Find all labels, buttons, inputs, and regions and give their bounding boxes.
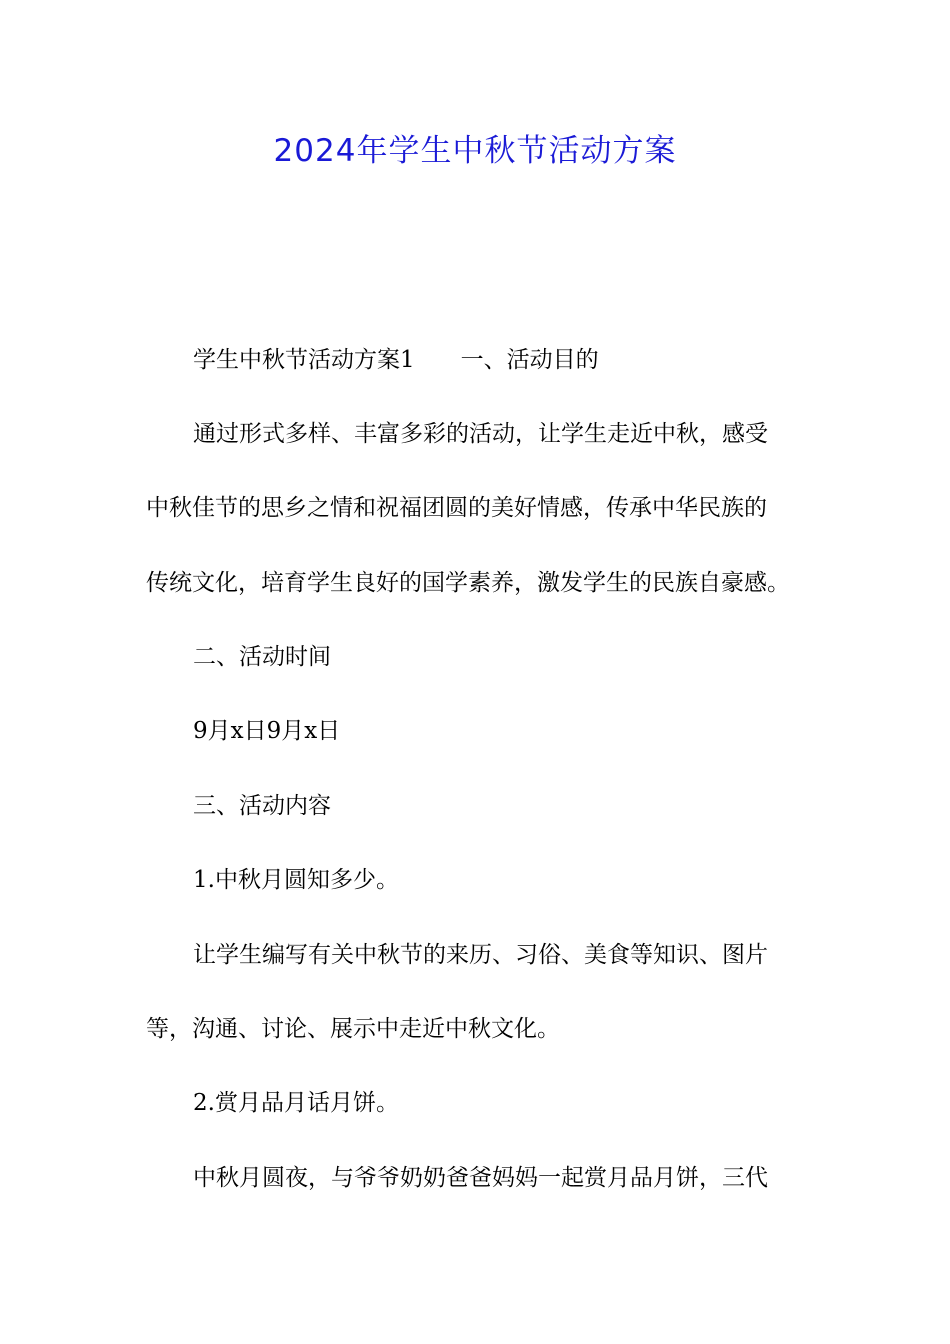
paragraph-line: 传统文化，培育学生良好的国学素养，激发学生的民族自豪感。 (146, 570, 790, 596)
heading-activity-time: 二、活动时间 (193, 644, 331, 670)
document-title: 2024年学生中秋节活动方案 (273, 133, 677, 169)
item-heading: 1.中秋月圆知多少。 (193, 867, 399, 893)
paragraph-line: 中秋月圆夜，与爷爷奶奶爸爸妈妈一起赏月品月饼，三代 (193, 1165, 768, 1191)
plan-subtitle: 学生中秋节活动方案1 (193, 347, 415, 373)
section-heading-line (193, 342, 810, 379)
paragraph-line: 让学生编写有关中秋节的来历、习俗、美食等知识、图片 (193, 942, 768, 968)
item-heading: 2.赏月品月话月饼。 (193, 1090, 399, 1116)
paragraph-line: 通过形式多样、丰富多彩的活动，让学生走近中秋，感受 (193, 421, 768, 447)
paragraph-line: 等，沟通、讨论、展示中走近中秋文化。 (146, 1016, 560, 1042)
heading-activity-content: 三、活动内容 (193, 793, 331, 819)
activity-date: 9月x日9月x日 (193, 718, 341, 744)
heading-activity-purpose: 一、活动目的 (460, 347, 599, 373)
paragraph-line: 中秋佳节的思乡之情和祝福团圆的美好情感，传承中华民族的 (146, 495, 767, 521)
